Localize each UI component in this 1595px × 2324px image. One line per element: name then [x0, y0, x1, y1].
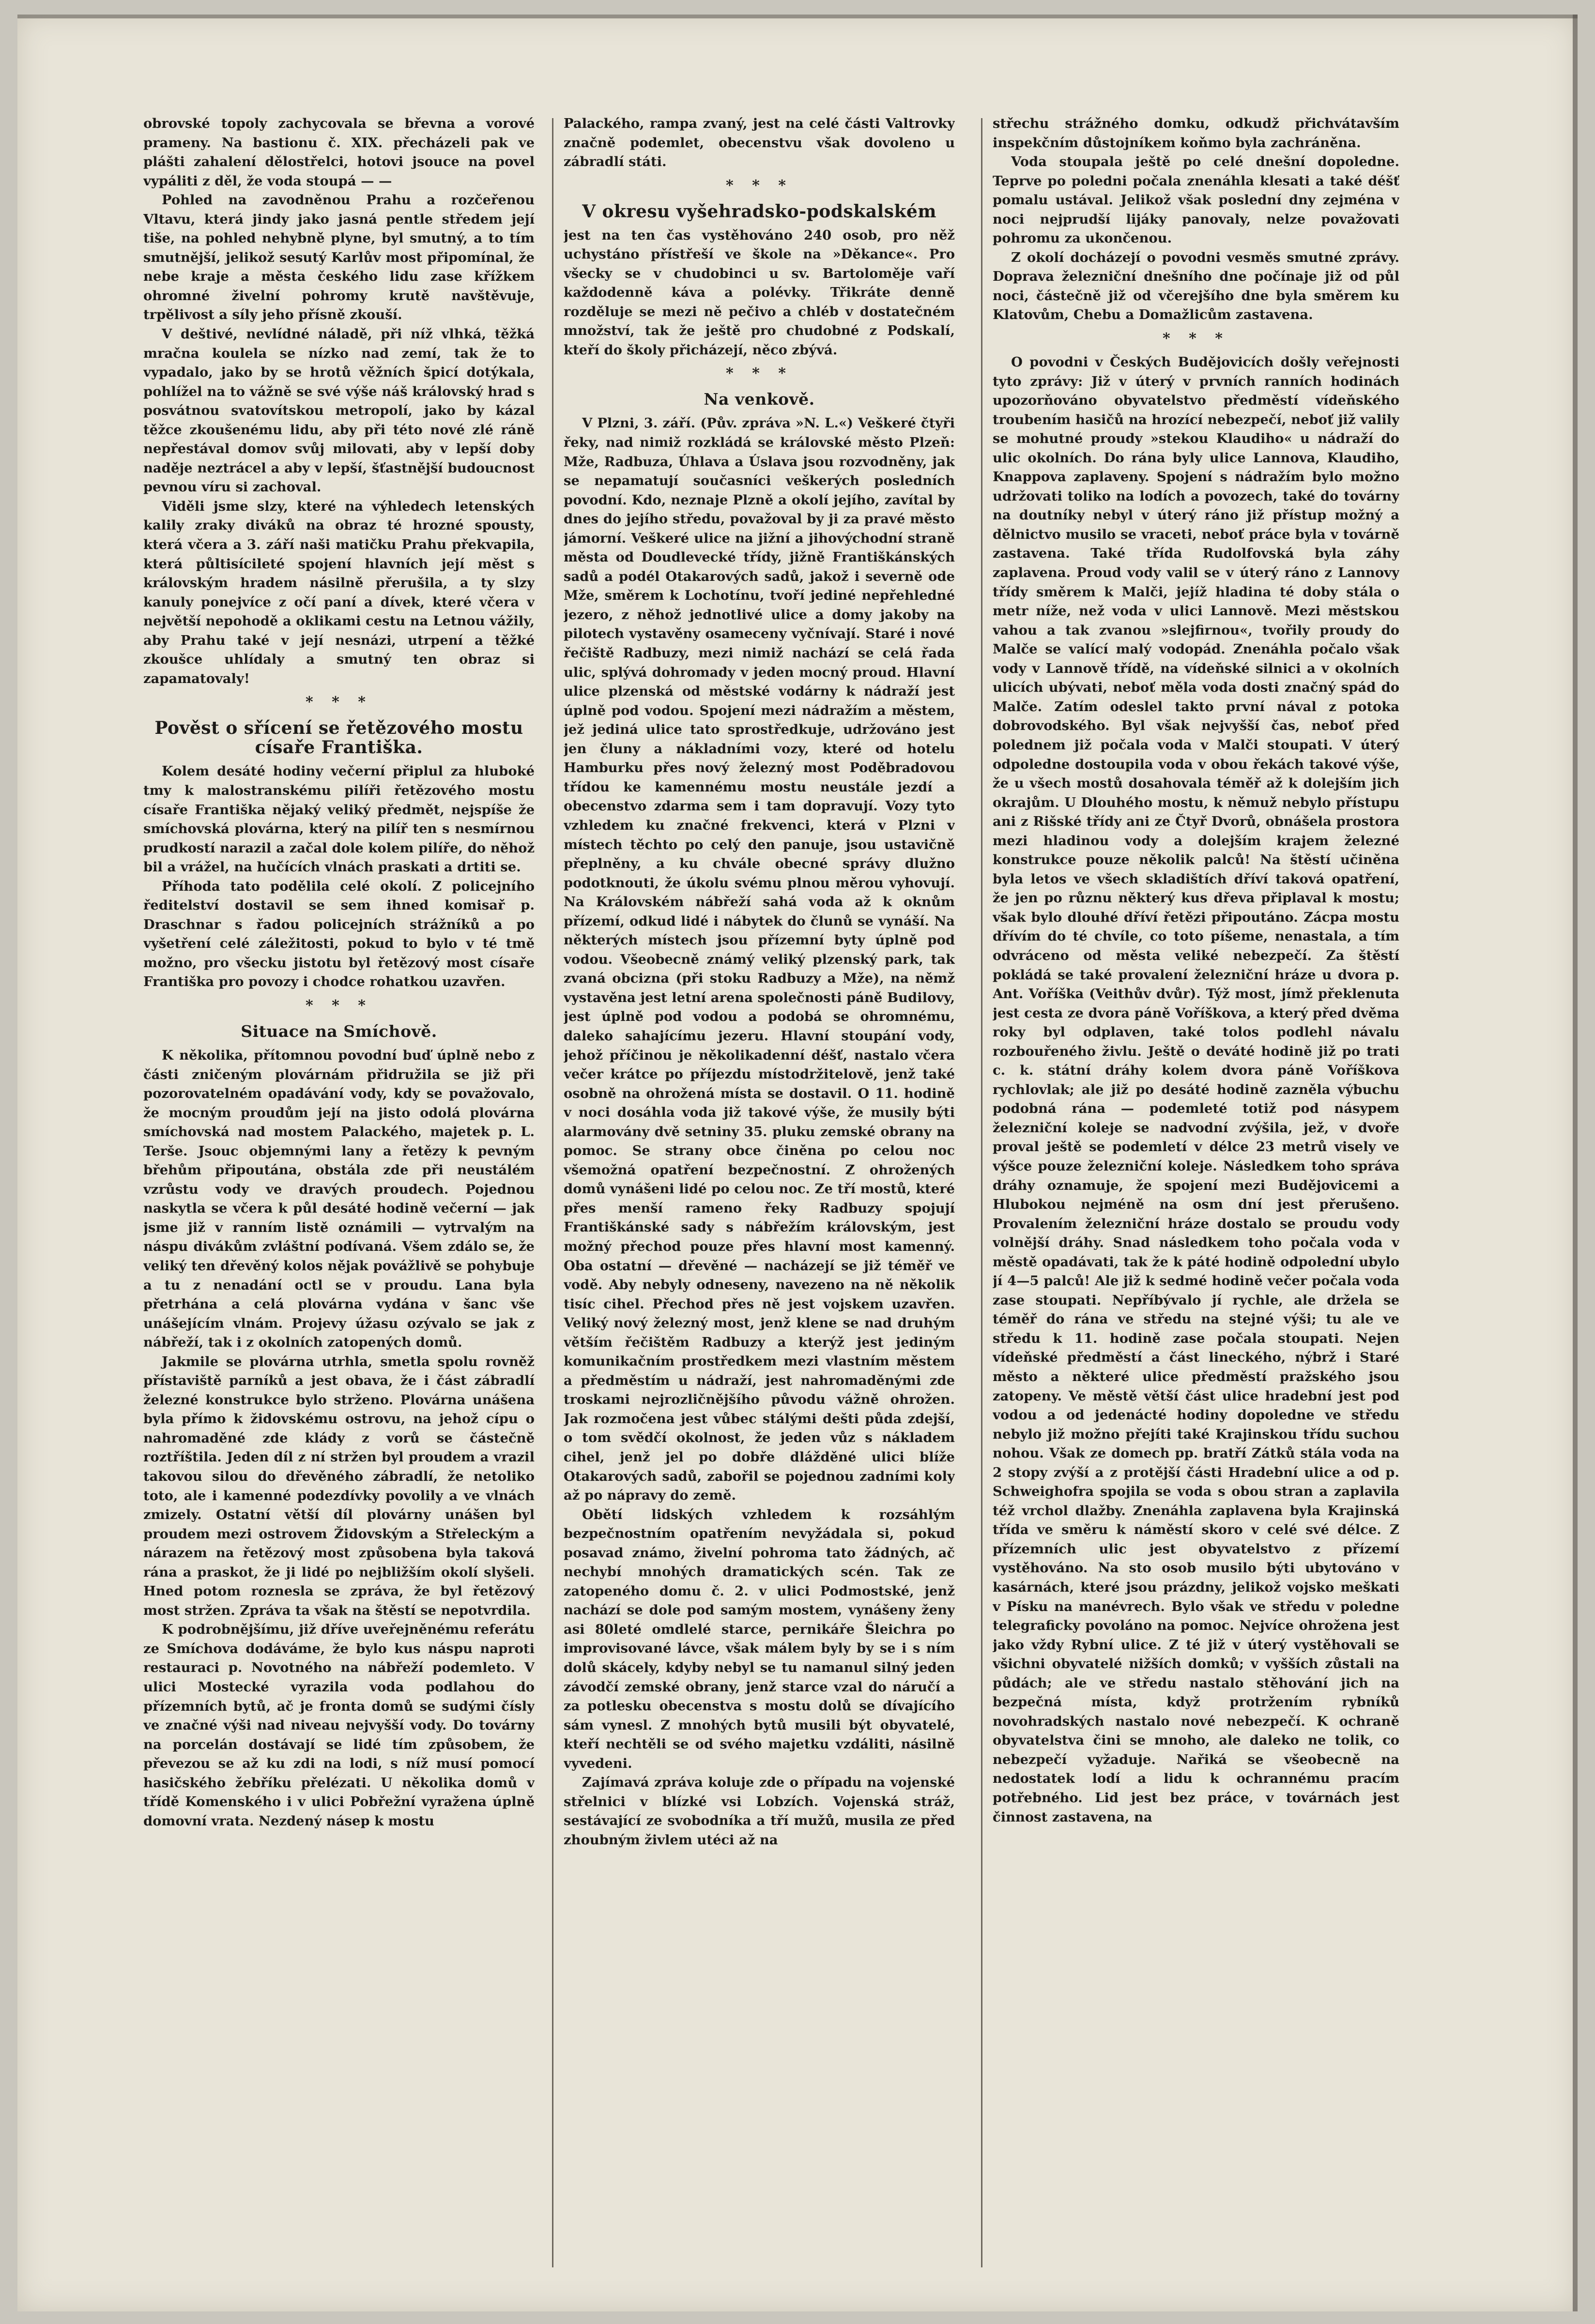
col1-paragraph-6: K několika, přítomnou povodní buď úplně nebo z části zničeným plovárnám přidružila se již při pozorovatelném opadávání vody, kdy se považovalo, že mocným proudům její na jisto odolá plovárna smíchovská nad mostem Palackého, majetek p. L. Terše. Jsouc objemnými lany a řetězy k pevným břehům připoutána, obstála zde při neustálém vzrůstu vody ve dravých proudech. Pojednou naskytla se včera k půl desáté hodině večerní — jak jsme již v ranním listě oznámili — vytrvalým na náspu divákům zvláštní podívaná. Všem zdálo se, že veliký ten dřevěný kolos nějak povážlivě se pohybuje a tu z nenadání octl se v proudu. Lana byla přetrhána a celá plovárna vydána v šanc vše unášejícím vlnám. Projevy úžasu ozývalo se jak z nábřeží, tak i z okolních zatopených domů. — [143, 1047, 535, 1351]
column-divider-1 — [552, 118, 553, 2267]
scan-edge-top — [17, 15, 1578, 18]
col2-paragraph-4: Zajímavá zpráva koluje zde o případu na vojenské střelnici v blízké vsi Lobzích. Vojenská stráž, sestávající ze svobodníka a tří mužů, musila ze před zhoubným živlem utéci až na — [564, 1775, 955, 1848]
col1-paragraph-2: V deštivé, nevlídné náladě, při níž vlhká, těžká mračna koulela se nízko nad zemí, tak že to vypadalo, jako by se hrotů věžních špicí dotýkala, pohlížel na to vážně se své výše náš královský hrad s posvátnou svatovítskou metropolí, jako by kázal těžce zkoušenému lidu, aby při této nové zlé ráně nepřestával domov svůj milovati, aby v lepší doby naděje neztrácel a aby v lepší, šťastnější budoucnost pevnou víru si zachoval. — [143, 326, 535, 495]
headline-vysehrad: V okresu vyšehradsko-podskalském — [582, 201, 936, 222]
newspaper-page — [17, 15, 1578, 2311]
column-divider-2 — [981, 118, 982, 2267]
col2-intro: Palackého, rampa zvaný, jest na celé části Valtrovky značně podemlet, obecenstvu však dovoleno u zábradlí státi. — [564, 116, 955, 170]
col1-intro: obrovské topoly zachycovala se břevna a vorové prameny. Na bastionu č. XIX. přecházeli pak ve plášti zahalení dělostřelci, hotovi jsouce na povel vypáliti z děl, že voda stoupá — — — [143, 116, 535, 189]
col3-intro: střechu strážného domku, odkudž přichvátavším inspekčním důstojníkem koňmo byla zachráněna. — [993, 116, 1399, 151]
section-stars: * * * — [726, 177, 793, 194]
column-2 — [564, 114, 955, 2273]
col1-paragraph-4: Kolem desáté hodiny večerní připlul za hluboké tmy k malostranskému pilíři řetězového mostu císaře Františka nějaký veliký předmět, nejspíše že smíchovská plovárna, který na pilíř ten s nesmírnou prudkostí narazil a začal dole kolem pilíře, do něhož bil a vrážel, na hučících vlnách praskati a drtiti se. — [143, 763, 535, 875]
section-stars: * * * — [1163, 330, 1229, 348]
section-stars: * * * — [306, 694, 372, 711]
col1-paragraph-1: Pohled na zavodněnou Prahu a rozčeřenou Vltavu, která jindy jako jasná pentle středem její tiše, na pohled nehybně plyne, byl smutný, a to tím smutnější, jelikož sesutý Karlův most připomínal, že nebe kraje a města českého lidu zase křížkem ohromné živelní pohromy krutě navštěvuje, trpělivost a síly jeho přísně zkouší. — [143, 192, 535, 323]
section-stars: * * * — [306, 997, 372, 1014]
col1-paragraph-5: Příhoda tato podělila celé okolí. Z policejního ředitelství dostavil se sem ihned komisař p. Draschnar s řadou policejních strážníků a po vyšetření celé záležitosti, pokud to bylo v té tmě možno, pro všecku jistotu byl řetězový most císaře Františka pro povozy i chodce rohatkou uzavřen. — [143, 878, 535, 990]
headline-povest: Pověst o sřícení se řetězového mostu císaře Františka. — [154, 718, 523, 758]
headline-venkov: Na venkově. — [704, 390, 815, 409]
col3-paragraph-3: O povodni v Českých Budějovicích došly veřejnosti tyto zprávy: Již v úterý v prvních ranních hodinách upozorňováno obyvatelstvo předměstí vídeňského troubením hasičů na hrozící nebezpečí, neboť již valily se mohutné proudy »stekou Klaudiho« u nádraží do ulic okolních. Do rána byly ulice Lannova, Klaudiho, Knappova zaplaveny. Spojení s nádražím bylo možno udržovati toliko na lodích a povozech, také do továrny na doutníky nebyl v úterý ráno již přístup možný a dělnictvo musilo se vraceti, neboť práce byla v továrně zastavena. Také třída Rudolfovská byla záhy zaplavena. Proud vody valil se v úterý ráno z Lannovy třídy směrem k Malči, jejíž hladina té doby stála o metr níže, než voda v ulici Lannově. Mezi městskou vahou a tak zvanou »slejfirnou«, tvořily proudy do Malče se valící malý vodopád. Znenáhla počalo však vody v Lannově třídě, na vídeňské silnici a v okolních ulicích ubývati, neboť měla voda dosti značný spád do Malče. Zatím odeslel takto první nával z potoka dobrovodského. Byl však nejvyšší čas, neboť před polednem již počala voda v Malči stoupati. V úterý odpoledne dostoupila voda v obou řekách takové výše, že u všech mostů dosahovala téměř až k dolejším jich okrajům. U Dlouhého mostu, k němuž nebylo přístupu ani z Rišské třídy ani ze Čtyř Dvorů, obnášela prostora mezi hladinou vody a dolejším krajem železné konstrukce pouze několik palců! Na štěstí učiněna byla letos ve všech skladištích dříví taková opatření, že jen po různu některý kus dřeva připlaval k mostu; však bylo dlouhé dříví řetězi připoutáno. Zácpa mostu dřívím do té chvíle, co toto píšeme, nenastala, a tím odvráceno od města veliké nebezpečí. Za štěstí pokládá se také provalení železniční hráze u dvora p. Ant. Voříška (Veithův dvůr). Týž most, jímž překlenuta jest cesta ze dvora páně Voříškova, a který před dvěma roky byl odplaven, také tolos podlehl návalu rozbouřeného živlu. Ještě o deváté hodině již po trati c. k. státní dráhy kolem dvora páně Voříškova rychlovlak; ale již po desáté hodině zazněla výbuchu podobná rána — podemleté totiž pod násypem železniční koleje se nadvodní zvýšila, jež, v dvoře proval ještě se podemletí v délce 23 metrů visely ve výšce pouze železniční koleje. Následkem toho správa dráhy oznamuje, že spojení mezi Budějovicemi a Hlubokou nejméně na osm dní jest přerušeno. Provalením železniční hráze dostalo se proudu vody volnější dráhy. Snad následkem toho počala voda v městě opadávati, tak že k páté hodině odpolední ubylo jí 4—5 palců! Ale již k sedmé hodině večer počala voda zase stoupati. Nepříbývalo jí rychle, ale držela se téměř do rána ve středu na stejné výši; tu ale ve středu k 11. hodině zase počala stoupati. Nejen vídeňské předměstí a část lineckého, nýbrž i Staré město a některé ulice předměstí pražského jsou zatopeny. Ve městě větší část ulice hradební jest pod vodou a od jedenácté hodiny dopoledne ve středu nebylo již možno přejíti také Krajinskou třídu suchou nohou. Však ze domech pp. bratří Zátků stála voda na 2 stopy zvýší a z protější části Hradební ulice a od p. Schweighofra spojila se voda s obou stran a zaplavila též vrchol dlažby. Znenáhla zaplavena byla Krajinská třída ve směru k náměstí skoro v celé své délce. Z přízemních ulic jest obyvatelstvo z přízemí vystěhováno. Na sto osob musilo býti ubytováno v kasárnách, které jsou prázdny, jelikož vojsko meškati v Písku na manévrech. Bylo však ve středu v poledne telegraficky povoláno na pomoc. Nejvíce ohrožena jest jako vždy Rybní ulice. Z té již v úterý vystěhovali se všichni obyvatelé nižších domků; v vyšších zůstali na půdách; ale ve středu nastalo stěhování jich na bezpečná místa, když protržením rybníků novohradských nastalo nové nebezpečí. K ochraně obyvatelstva čini se mnoho, ale daleko ne tolik, co nebezpečí vyžaduje. Nařiká se všeobecně na nedostatek lodí a lidu k ochrannému pracím potřebného. Lid jest bez práce, v továrnách jest činnost zastavena, na — [993, 354, 1399, 1825]
col1-paragraph-3: Viděli jsme slzy, které na výhledech letenských kalily zraky diváků na obraz té hrozné spousty, která včera a 3. září naši matičku Prahu překvapila, která půltisícileté spojení hlavních její měst s královským hradem násilně přerušila, a ty slzy kanuly ponejvíce z očí paní a dívek, které včera v největší nepohodě a oklikami cestu na Letnou vážily, aby Prahu také v její nesnázi, utrpení a těžké zkoušce uhlídaly a smutný ten obraz si zapamatovaly! — [143, 498, 535, 686]
column-3 — [993, 114, 1399, 2273]
section-stars: * * * — [726, 365, 793, 382]
col1-paragraph-7: Jakmile se plovárna utrhla, smetla spolu rovněž přístaviště parníků a jest obava, že i část zábradlí železné konstrukce bylo strženo. Plovárna unášena byla přímo k židovskému ostrovu, na jehož cípu o nahromaděné zde klády z vorů se částečně roztříštila. Jeden díl z ní stržen byl proudem a vrazil takovou silou do dřevěného zábradlí, že netoliko toto, ale i kamenné podezdívky povolily a ve vlnách zmizely. Ostatní větší díl plovárny unášen byl proudem mezi ostrovem Židovským a Střeleckým a nárazem na řetězový most způsobena byla taková rána a praskot, že ji lidé po nejbližším okolí slyšeli. Hned potom roznesla se zpráva, že byl řetězový most stržen. Zpráva ta však na štěstí se nepotvrdila. — [143, 1353, 535, 1618]
col3-paragraph-2: Z okolí docházejí o povodni vesměs smutné zprávy. Doprava železniční dnešního dne počínaje již od půl noci, částečně již od včerejšího dne byla směrem ku Klatovům, Chebu a Domažlicům zastavena. — [993, 249, 1399, 323]
col3-paragraph-1: Voda stoupala ještě po celé dnešní dopoledne. Teprve po poledni počala znenáhla klesati a také déšť pomalu ustával. Jelikož však poslední dny zejména v noci nejprudší lijáky panovaly, nelze považovati pohromu za ukončenou. — [993, 154, 1399, 246]
col2-paragraph-3: Obětí lidských vzhledem k rozsáhlým bezpečnostním opatřením nevyžádala si, pokud posavad známo, živelní pohroma tato žádných, ač nechybí mnohých dramatických scén. Tak ze zatopeného domu č. 2. v ulici Podmostské, jenž nachází se dole pod samým mostem, vynášeny ženy asi 80leté omdlelé starce, pernikáře Šleichra po improvisované lávce, však málem byly by se i s ním dolů skácely, kdyby nebyl se tu namanul silný jeden závodčí zemské obrany, jenž starce vzal do náručí a za potlesku obecenstva s mostu dolů se dívajícího sám vynesl. Z mnohých bytů musili být obyvatelé, kteří nechtěli se od svého majetku vzdáliti, násilně vyvedeni. — [564, 1506, 955, 1771]
headline-situace: Situace na Smíchově. — [241, 1021, 437, 1041]
col1-paragraph-8: K podrobnějšímu, již dříve uveřejněnému referátu ze Smíchova dodáváme, že bylo kus náspu naproti restauraci p. Novotného na nábřeží podemleto. V ulici Mostecké vyrazila voda podlahou do přízemních bytů, ač je fronta domů se sudými čísly ve značné výši nad niveau nejvyšší vody. Do továrny na porcelán dostávají se lidé tím způsobem, že převezou se až ku zdi na lodi, s níž musí pomocí hasičského žebříku přelézati. U několika domů v třídě Komenského i v ulici Pobřežní vyražena úplně domovní vrata. Nezdený násep k mostu — [143, 1622, 535, 1829]
col2-paragraph-2: V Plzni, 3. září. (Pův. zpráva »N. L.«) Veškeré čtyři řeky, nad nimiž rozkládá se královské město Plzeň: Mže, Radbuza, Úhlava a Úslava jsou rozvodněny, jak se nepamatují současníci veškerých posledních povodní. Kdo, neznaje Plzně a okolí jejího, zavítal by dnes do jejího středu, považoval by ji za pravé město jámorní. Veškeré ulice na jižní a jihovýchodní straně města od Doudlevecké třídy, jižně Františkánských sadů a podél Otakarových sadů, jakož i severně ode Mže, směrem k Lochotínu, tvoří jediné nepřehledné jezero, z něhož jednotlivé ulice a domy jakoby na pilotech vystavěny osameceny vyčnívají. Staré i nové řečiště Radbuzy, mezi nimiž nachází se celá řada ulic, splývá dohromady v jeden mocný proud. Hlavní ulice plzenská od městské vodárny k nádraží jest úplně pod vodou. Spojení mezi nádražím a městem, jež jediná ulice tato sprostředkuje, udržováno jest jen čluny a nákladními vozy, které od hotelu Hamburku přes nový železný most Poděbradovou třídou ke kamennému mostu neustále jezdí a obecenstvo zdarma sem i tam dopravují. Vozy tyto vzhledem ku značné frekvenci, která v Plzni v místech těchto po celý den panuje, jsou ustavičně přeplněny, a ku chvále obecné správy dlužno podotknouti, že úkolu svému plnou měrou vyhovují. Na Královském nábřeží sahá voda až k oknům přízemí, odkud lidé i nábytek do člunů se vynáší. Na některých místech jsou přízemní byty úplně pod vodou. Všeobecně známý veliký plzenský park, tak zvaná obcizna (při stoku Radbuzy a Mže), na němž vystavěna jest letní arena společnosti páně Budilovy, jest úplně pod vodou a podobá se ohromnému, daleko sahajícímu jezeru. Hlavní stoupání vody, jehož příčinou je několikadenní déšť, nastalo včera večer krátce po příjezdu místodržitelově, jenž také osobně na ohrožená místa se dostavil. O 11. hodině v noci dosáhla voda již takové výše, že musily býti alarmovány dvě setniny 35. pluku zemské obrany na pomoc. Se strany obce činěna po celou noc všemožná opatření bezpečnostní. Z ohrožených domů vynášeni lidé po celou noc. Ze tří mostů, které přes menší rameno řeky Radbuzy spojují Františkánské sady s nábřežím královským, jest možný přechod pouze přes hlavní most kamenný. Oba ostatní — dřevěné — nacházejí se již téměř ve vodě. Aby nebyly odneseny, navezeno na ně několik tisíc cihel. Přechod přes ně jest vojskem uzavřen. Veliký nový železný most, jenž klene se nad druhým větším řečištěm Radbuzy a kterýž jest jediným komunikačním prostředkem mezi vlastním městem a předměstím u nádraží, jest nahromaděnými zde troskami nejrozličnějšího původu vážně ohrožen. Jak rozmočena jest vůbec stálými dešti půda zdejší, o tom svědčí okolnost, že jeden vůz s nákladem cihel, jenž jel po dobře dlážděné ulici blíže Otakarových sadů, zabořil se pojednou zadními koly až po nápravy do země. — [564, 415, 955, 1504]
col2-paragraph-1: jest na ten čas vystěhováno 240 osob, pro něž uchystáno přístřeší ve škole na »Děkance«. Pro všecky se v chudobinci u sv. Bartoloměje vaří každodenně káva a polévky. Třikráte denně rozděluje se mezi ně pečivo a chléb v dostatečném množství, tak že ještě pro chudobné z Podskalí, kteří do školy přicházejí, něco zbývá. — [564, 227, 955, 358]
column-1 — [143, 114, 535, 2273]
scan-edge-right — [1573, 15, 1578, 2311]
